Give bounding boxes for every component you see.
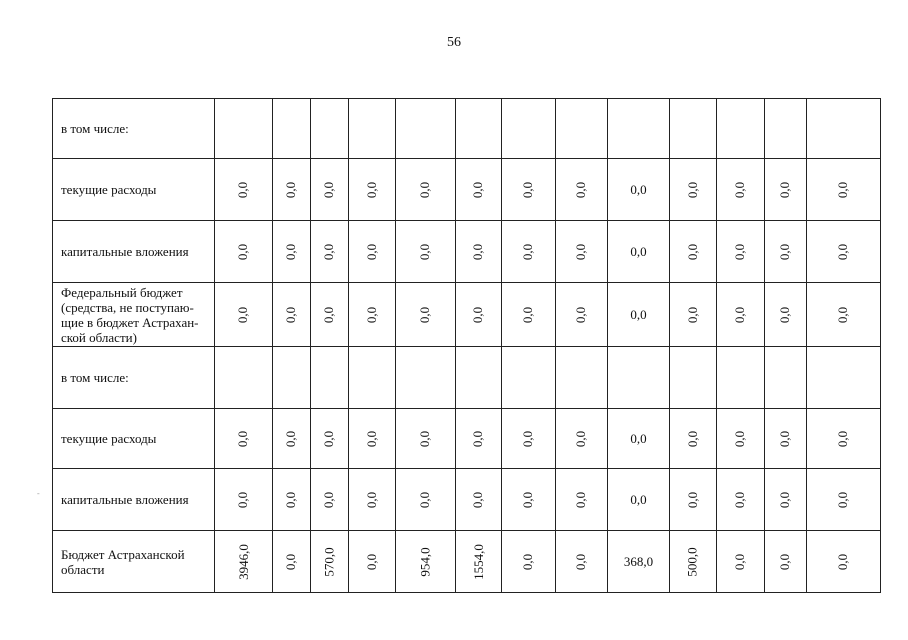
value-cell [502,221,556,283]
value-cell [765,283,807,347]
row-label: текущие расходы [53,409,215,469]
cell-value: 0,0 [364,181,379,198]
value-cell [717,283,765,347]
cell-value: 500,0 [685,546,700,577]
table-row [53,469,881,531]
value-cell [311,531,349,593]
cell-value: 0,0 [685,181,700,198]
table-row [53,159,881,221]
cell-value: 0,0 [685,430,700,447]
value-cell [215,159,273,221]
value-cell [807,159,881,221]
cell-value: 0,0 [235,181,251,198]
value-cell [765,99,807,159]
cell-value: 0,0 [470,491,486,508]
cell-value: 0,0 [685,491,700,508]
value-cell [765,347,807,409]
cell-value: 0,0 [573,306,589,323]
value-cell [807,283,881,347]
cell-value: 0,0 [573,491,589,508]
value-cell [608,531,670,593]
cell-value: 570,0 [321,546,337,577]
cell-value: 0,0 [364,243,379,260]
cell-value: 0,0 [777,306,793,323]
table-row [53,99,881,159]
value-cell [717,409,765,469]
value-cell [807,531,881,593]
cell-value: 0,0 [321,306,337,323]
value-cell [396,283,456,347]
value-cell [311,409,349,469]
cell-value: 0,0 [835,243,851,260]
cell-value: 0,0 [732,181,748,198]
cell-value: 0,0 [732,553,748,570]
cell-value: 0,0 [520,243,536,260]
value-cell [215,409,273,469]
value-cell [765,221,807,283]
row-label: Федеральный бюджет (средства, не поступаю-щие в бюджет Астрахан-ской области) [53,283,215,347]
row-label: текущие расходы [53,159,215,221]
value-cell [502,531,556,593]
value-cell [670,283,717,347]
row-label: в том числе: [53,347,215,409]
cell-value: 0,0 [777,243,793,260]
value-cell [349,283,396,347]
value-cell [807,409,881,469]
value-cell [556,409,608,469]
cell-value: 3946,0 [235,543,251,580]
value-cell [502,347,556,409]
cell-value: 0,0 [520,553,536,570]
cell-value: 0,0 [573,430,589,447]
value-cell [311,221,349,283]
cell-value: 0,0 [573,243,589,260]
cell-value: 0,0 [364,553,379,570]
cell-value: 0,0 [283,243,299,260]
cell-value: 0,0 [283,181,299,198]
value-cell [349,99,396,159]
value-cell [556,469,608,531]
value-cell [502,283,556,347]
value-cell [608,159,670,221]
value-cell [215,347,273,409]
value-cell [396,531,456,593]
value-cell [556,283,608,347]
value-cell [670,531,717,593]
value-cell [765,469,807,531]
table-row [53,531,881,593]
cell-value: 0,0 [630,430,647,446]
value-cell [807,99,881,159]
value-cell [456,99,502,159]
value-cell [608,347,670,409]
value-cell [456,159,502,221]
cell-value: 1554,0 [470,543,486,580]
row-label: капитальные вложения [53,221,215,283]
cell-value: 0,0 [364,306,379,323]
value-cell [807,469,881,531]
value-cell [273,159,311,221]
value-cell [765,531,807,593]
cell-value: 0,0 [417,181,433,198]
value-cell [349,221,396,283]
cell-value: 0,0 [777,430,793,447]
cell-value: 0,0 [283,306,299,323]
value-cell [765,159,807,221]
value-cell [670,159,717,221]
table-row [53,221,881,283]
cell-value: 0,0 [835,430,851,447]
cell-value: 0,0 [777,491,793,508]
value-cell [456,221,502,283]
value-cell [556,221,608,283]
value-cell [349,347,396,409]
value-cell [273,221,311,283]
value-cell [273,347,311,409]
table-row [53,283,881,347]
cell-value: 0,0 [835,181,851,198]
row-label: в том числе: [53,99,215,159]
value-cell [502,159,556,221]
value-cell [608,283,670,347]
cell-value: 0,0 [732,491,748,508]
cell-value: 0,0 [732,306,748,323]
table-row [53,347,881,409]
value-cell [608,99,670,159]
cell-value: 0,0 [470,306,486,323]
value-cell [215,469,273,531]
value-cell [349,469,396,531]
value-cell [273,469,311,531]
value-cell [311,469,349,531]
value-cell [502,469,556,531]
cell-value: 0,0 [470,181,486,198]
cell-value: 0,0 [321,491,337,508]
cell-value: 0,0 [364,430,379,447]
budget-table [52,98,881,593]
value-cell [396,409,456,469]
row-label: Бюджет Астраханской области [53,531,215,593]
cell-value: 0,0 [777,553,793,570]
cell-value: 0,0 [520,491,536,508]
value-cell [311,99,349,159]
scan-mark: - [37,489,40,498]
cell-value: 0,0 [835,491,851,508]
value-cell [396,347,456,409]
cell-value: 0,0 [573,181,589,198]
value-cell [311,159,349,221]
value-cell [670,347,717,409]
value-cell [273,409,311,469]
value-cell [215,283,273,347]
value-cell [396,469,456,531]
cell-value: 0,0 [520,306,536,323]
cell-value: 0,0 [732,243,748,260]
page-number: 56 [447,35,461,50]
cell-value: 0,0 [685,243,700,260]
value-cell [311,283,349,347]
cell-value: 0,0 [685,306,700,323]
value-cell [349,531,396,593]
cell-value: 0,0 [732,430,748,447]
value-cell [556,99,608,159]
value-cell [608,469,670,531]
value-cell [502,409,556,469]
value-cell [215,99,273,159]
cell-value: 0,0 [321,181,337,198]
cell-value: 0,0 [417,430,433,447]
value-cell [717,347,765,409]
value-cell [556,347,608,409]
cell-value: 0,0 [283,430,299,447]
cell-value: 0,0 [630,306,647,322]
cell-value: 0,0 [835,306,851,323]
cell-value: 0,0 [417,306,433,323]
budget-table-body [53,99,881,593]
value-cell [670,99,717,159]
value-cell [273,99,311,159]
value-cell [456,469,502,531]
value-cell [608,409,670,469]
cell-value: 0,0 [777,181,793,198]
cell-value: 0,0 [630,243,647,259]
value-cell [349,159,396,221]
cell-value: 0,0 [470,243,486,260]
cell-value: 0,0 [235,306,251,323]
value-cell [807,221,881,283]
value-cell [273,531,311,593]
cell-value: 0,0 [417,243,433,260]
value-cell [670,221,717,283]
value-cell [608,221,670,283]
row-label: капитальные вложения [53,469,215,531]
cell-value: 0,0 [630,491,647,507]
cell-value: 0,0 [321,430,337,447]
value-cell [670,469,717,531]
value-cell [273,283,311,347]
cell-value: 0,0 [321,243,337,260]
cell-value: 954,0 [417,546,433,577]
cell-value: 0,0 [235,243,251,260]
value-cell [670,409,717,469]
value-cell [396,221,456,283]
value-cell [556,159,608,221]
value-cell [456,347,502,409]
value-cell [396,99,456,159]
cell-value: 0,0 [364,491,379,508]
cell-value: 0,0 [835,553,851,570]
value-cell [396,159,456,221]
value-cell [717,99,765,159]
value-cell [215,531,273,593]
cell-value: 368,0 [623,553,654,569]
value-cell [349,409,396,469]
cell-value: 0,0 [283,491,299,508]
value-cell [717,469,765,531]
value-cell [456,283,502,347]
value-cell [311,347,349,409]
table-row [53,409,881,469]
value-cell [807,347,881,409]
value-cell [215,221,273,283]
cell-value: 0,0 [283,553,299,570]
value-cell [717,221,765,283]
cell-value: 0,0 [235,430,251,447]
cell-value: 0,0 [470,430,486,447]
value-cell [456,409,502,469]
cell-value: 0,0 [520,430,536,447]
value-cell [502,99,556,159]
cell-value: 0,0 [573,553,589,570]
cell-value: 0,0 [235,491,251,508]
cell-value: 0,0 [417,491,433,508]
value-cell [765,409,807,469]
value-cell [717,159,765,221]
cell-value: 0,0 [520,181,536,198]
value-cell [717,531,765,593]
value-cell [456,531,502,593]
value-cell [556,531,608,593]
cell-value: 0,0 [630,181,647,197]
